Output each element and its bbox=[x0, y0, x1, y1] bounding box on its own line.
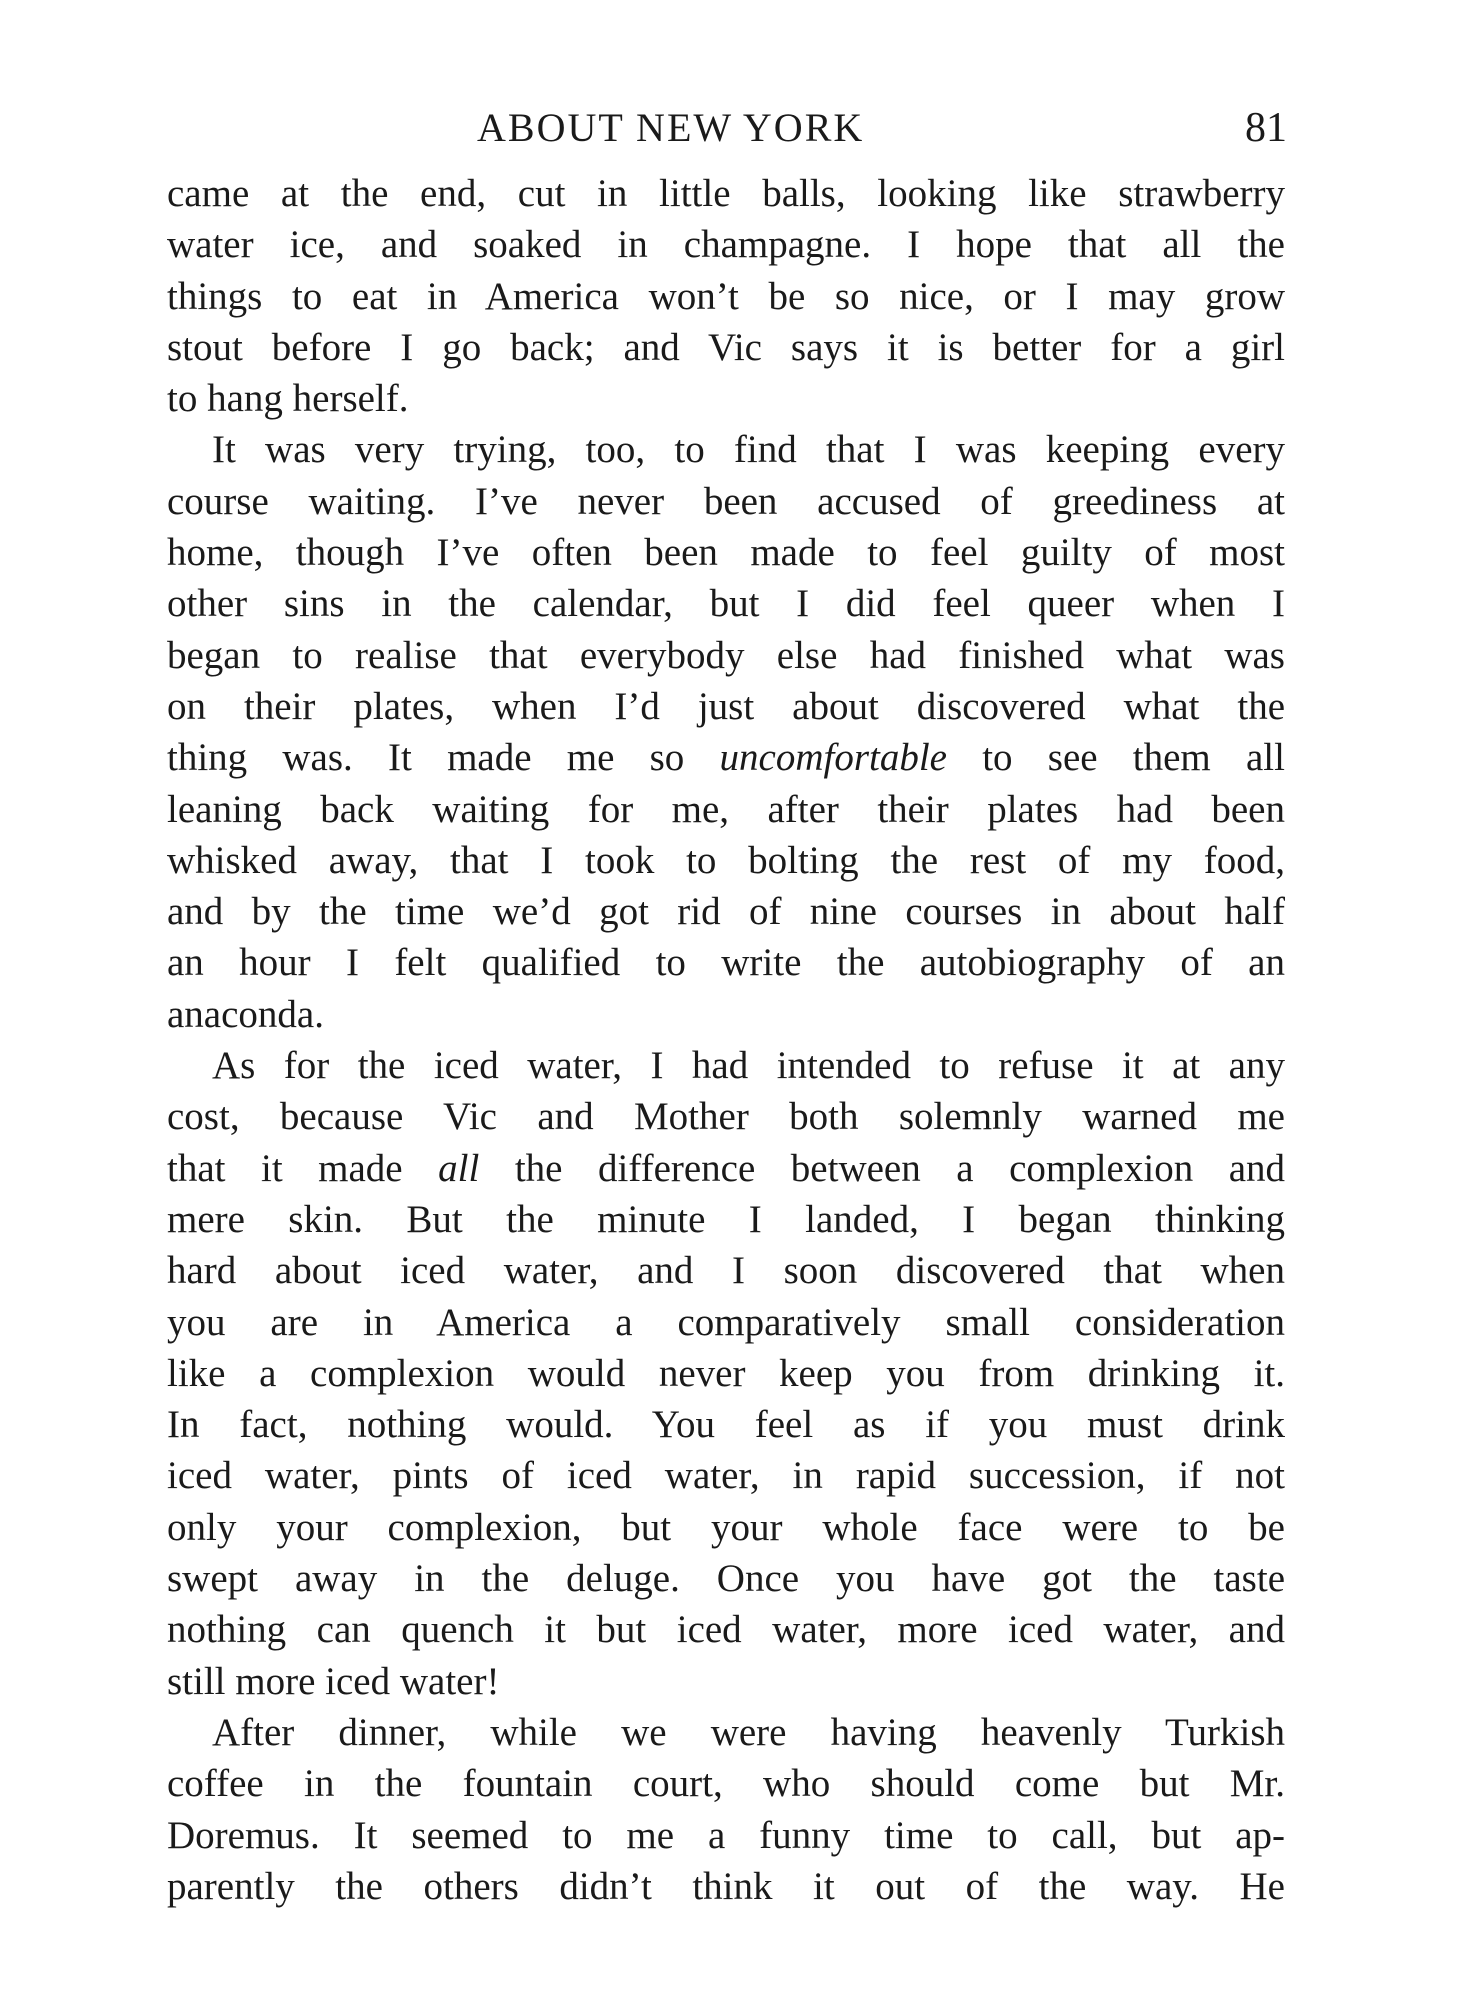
text-line: coffee in the fountain court, who should come but Mr. bbox=[167, 1762, 1285, 1806]
text-line: cost, because Vic and Mother both solemnly warned me bbox=[167, 1095, 1285, 1139]
paragraph bbox=[167, 424, 1285, 1040]
running-head bbox=[167, 98, 1285, 168]
italic-word: all bbox=[438, 1146, 480, 1190]
text-line: After dinner, while we were having heavenly Turkish bbox=[212, 1710, 1285, 1754]
text-line: you are in America a comparatively small consideration bbox=[167, 1300, 1285, 1344]
running-title: ABOUT NEW YORK bbox=[477, 105, 865, 150]
text-line: parently the others didn’t think it out of the way. He bbox=[167, 1864, 1285, 1908]
text-line: thing was. It made me so uncomfortable to see them all bbox=[167, 736, 1285, 780]
text-line: an hour I felt qualified to write the autobiography of an bbox=[167, 941, 1285, 985]
text-line: In fact, nothing would. You feel as if you must drink bbox=[167, 1403, 1285, 1447]
text-line: like a complexion would never keep you from drinking it. bbox=[167, 1351, 1285, 1395]
paragraph bbox=[167, 1707, 1285, 1912]
page-number: 81 bbox=[1245, 105, 1287, 151]
text-line: whisked away, that I took to bolting the rest of my food, bbox=[167, 838, 1285, 882]
text-line: to hang herself. bbox=[167, 377, 409, 421]
text-line: Doremus. It seemed to me a funny time to call, but ap- bbox=[167, 1813, 1285, 1857]
paragraph bbox=[167, 168, 1285, 424]
text-line: and by the time we’d got rid of nine courses in about half bbox=[167, 890, 1285, 934]
text-line: hard about iced water, and I soon discovered that when bbox=[167, 1249, 1285, 1293]
text-line: began to realise that everybody else had finished what was bbox=[167, 633, 1285, 677]
text-line: swept away in the deluge. Once you have got the taste bbox=[167, 1557, 1285, 1601]
text-line: water ice, and soaked in champagne. I hope that all the bbox=[167, 223, 1285, 267]
text-line: It was very trying, too, to find that I was keeping every bbox=[212, 428, 1285, 472]
book-page bbox=[167, 98, 1285, 1912]
italic-word: uncomfortable bbox=[719, 736, 947, 780]
text-line: that it made all the difference between a complexion and bbox=[167, 1146, 1286, 1190]
text-line: stout before I go back; and Vic says it is better for a girl bbox=[167, 325, 1285, 369]
text-line: still more iced water! bbox=[167, 1659, 500, 1703]
body-text bbox=[167, 168, 1285, 1912]
text-line: leaning back waiting for me, after their plates had been bbox=[167, 787, 1285, 831]
text-line: came at the end, cut in little balls, looking like strawberry bbox=[167, 172, 1285, 215]
text-line: course waiting. I’ve never been accused of greediness at bbox=[167, 479, 1285, 523]
text-line: As for the iced water, I had intended to refuse it at any bbox=[212, 1044, 1285, 1088]
text-line: mere skin. But the minute I landed, I began thinking bbox=[167, 1197, 1285, 1241]
text-line: iced water, pints of iced water, in rapid succession, if not bbox=[167, 1454, 1285, 1498]
text-line: nothing can quench it but iced water, more iced water, and bbox=[167, 1608, 1285, 1652]
text-line: anaconda. bbox=[167, 992, 324, 1036]
text-line: other sins in the calendar, but I did feel queer when I bbox=[167, 582, 1285, 626]
text-line: home, though I’ve often been made to feel guilty of most bbox=[167, 531, 1285, 575]
text-line: things to eat in America won’t be so nice, or I may grow bbox=[167, 274, 1285, 318]
text-line: only your complexion, but your whole face were to be bbox=[167, 1505, 1285, 1549]
paragraph bbox=[167, 1040, 1285, 1707]
text-line: on their plates, when I’d just about discovered what the bbox=[167, 684, 1285, 728]
